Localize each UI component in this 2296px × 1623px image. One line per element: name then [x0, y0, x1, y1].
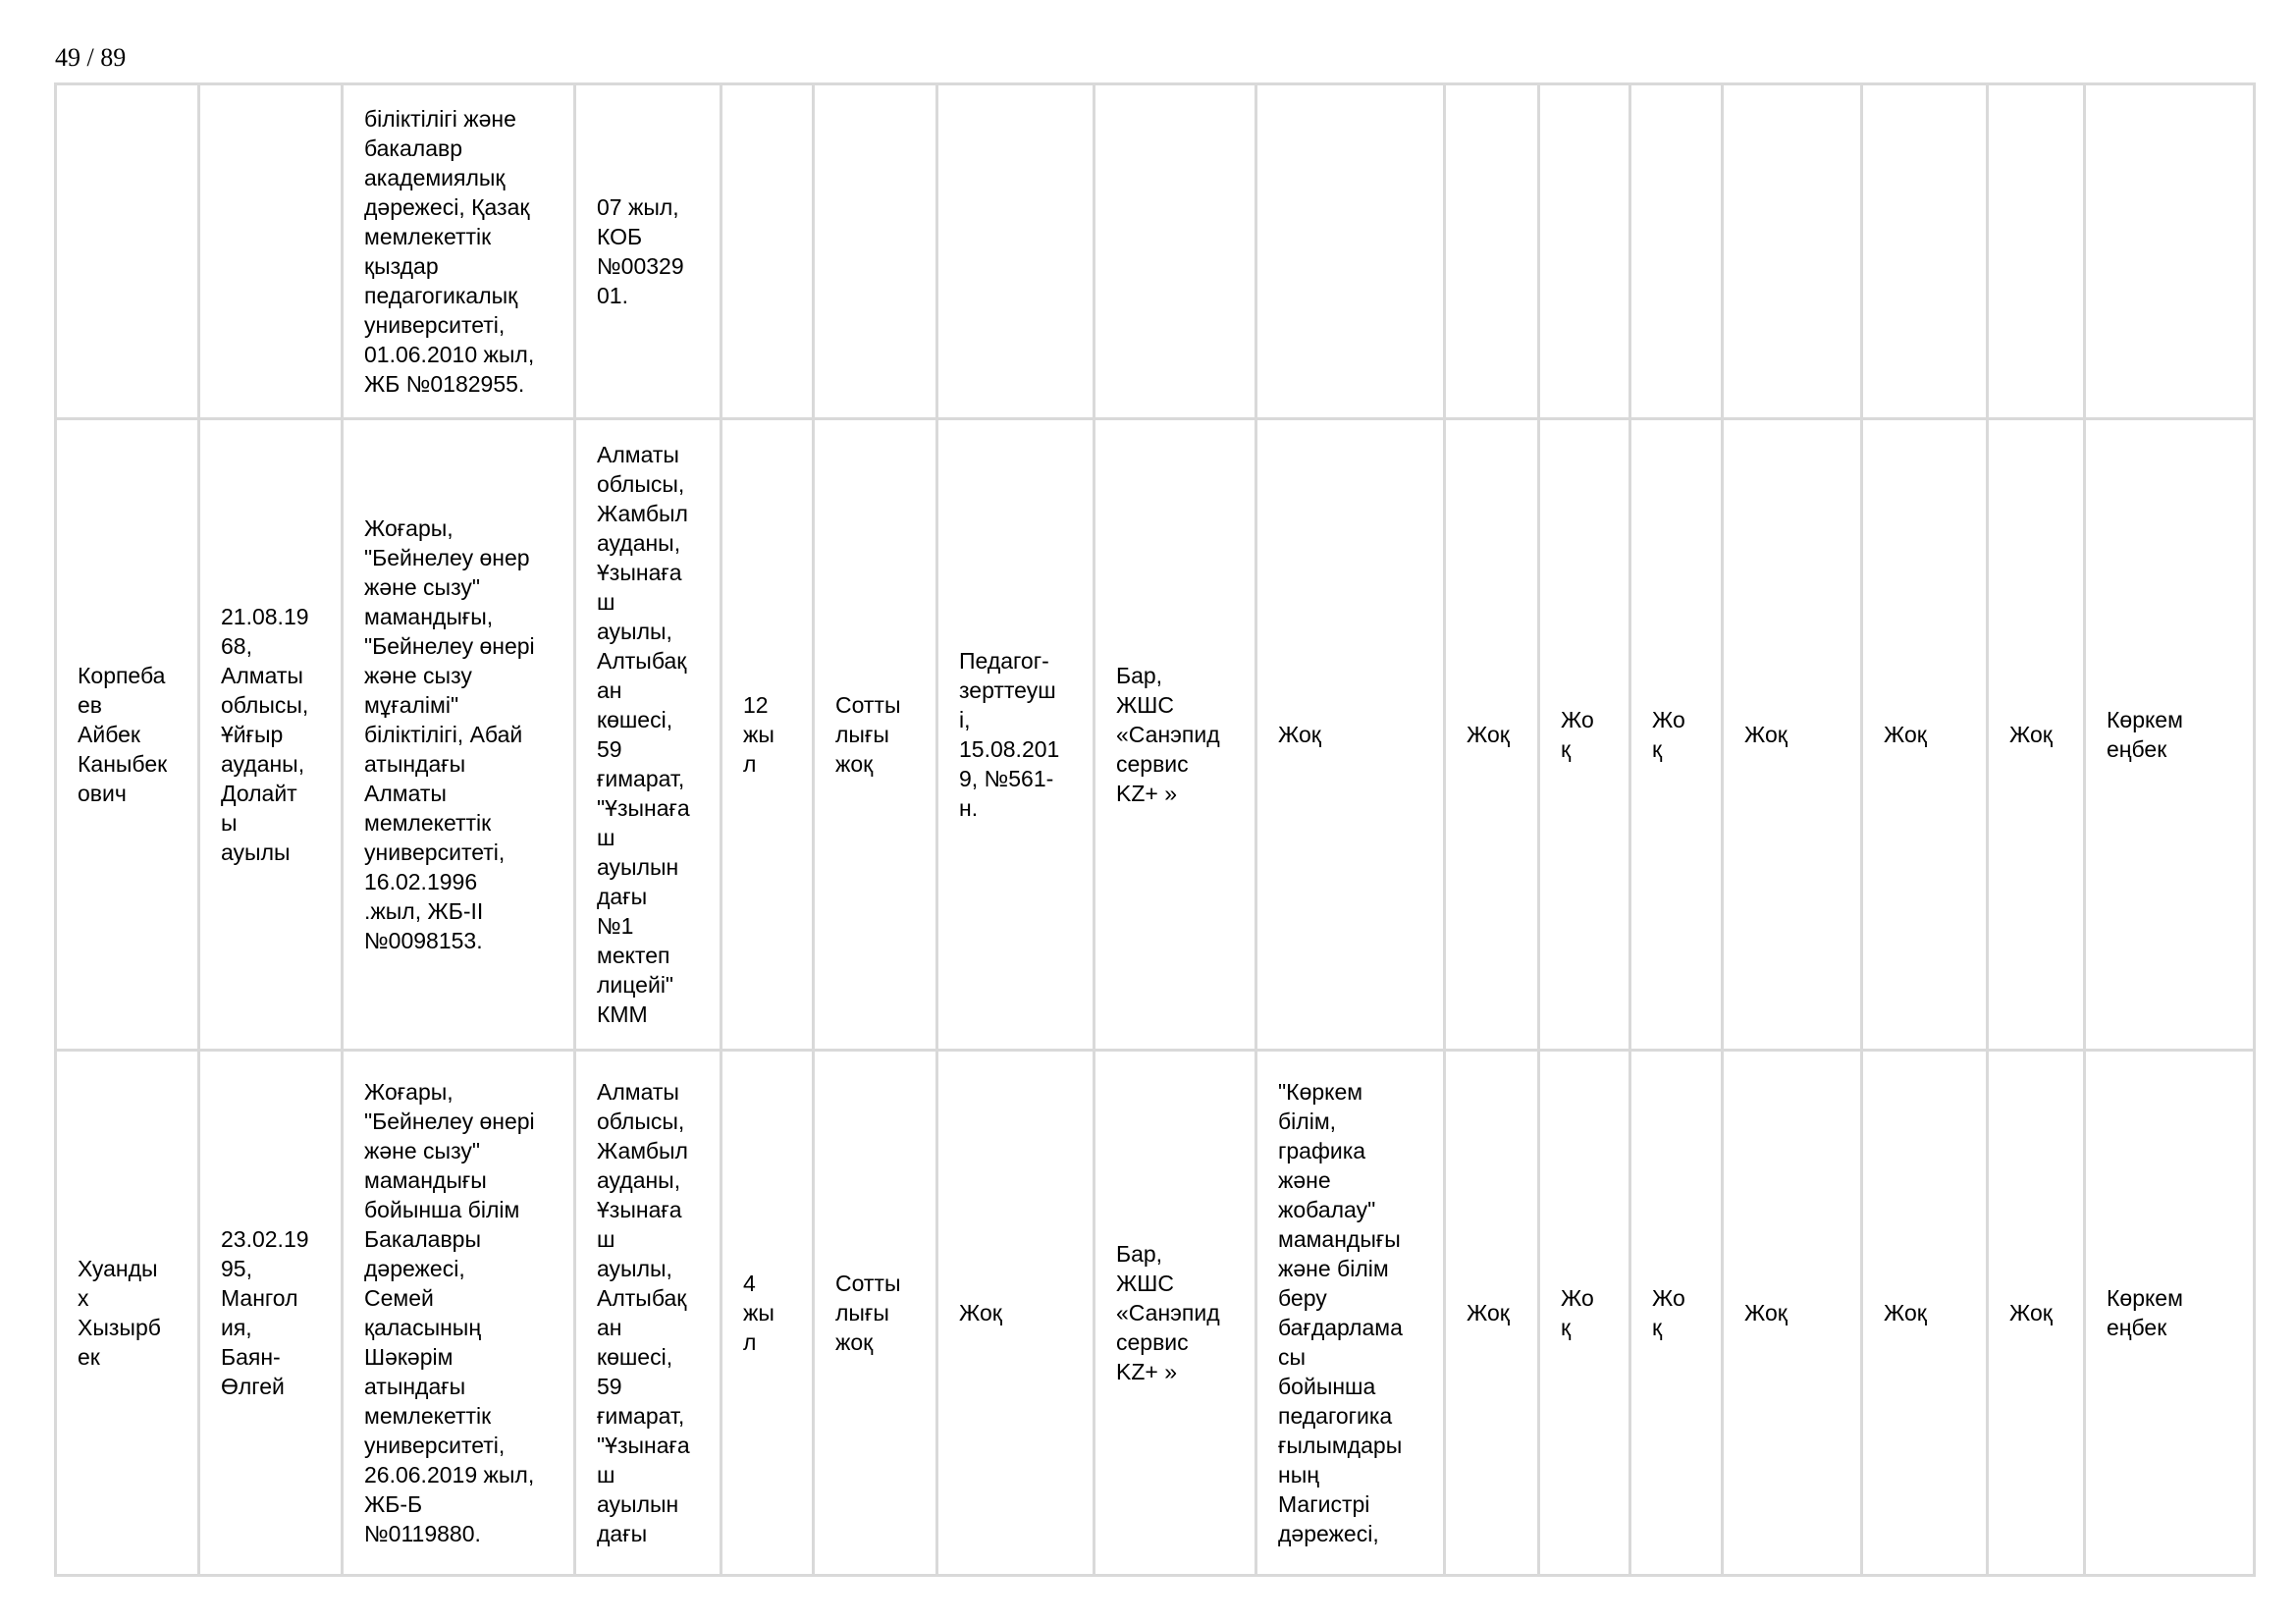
table-row — [57, 420, 2256, 1052]
cell-text: Жоқ — [1884, 722, 1927, 747]
table-cell — [1095, 420, 1257, 1052]
table-cell — [576, 420, 722, 1052]
table-cell — [1989, 1052, 2086, 1577]
table-row — [57, 1052, 2256, 1577]
table-cell — [1863, 85, 1989, 420]
table-cell — [938, 85, 1095, 420]
table-cell — [722, 420, 815, 1052]
table-cell — [344, 85, 576, 420]
table-row — [57, 85, 2256, 420]
table-cell — [1631, 420, 1724, 1052]
table-cell — [1989, 85, 2086, 420]
table-cell — [1257, 85, 1446, 420]
table-cell — [57, 1052, 200, 1577]
table-cell — [1446, 420, 1540, 1052]
cell-text: Хуанды х Хызырб ек — [78, 1256, 161, 1370]
table-cell — [1724, 420, 1863, 1052]
table-cell — [1540, 1052, 1631, 1577]
cell-text: Жоқ — [959, 1300, 1002, 1325]
table-cell — [815, 1052, 938, 1577]
cell-text: "Көркем білім, графика және жобалау" мамандығы және білім беру бағдарлама сы бойынша педагогика ғылымдары ның Магистрі дәрежесі, — [1278, 1079, 1403, 1546]
cell-text: біліктілігі және бакалавр академиялық дәрежесі, Қазақ мемлекеттік қыздар педагогикалық университеті, 01.06.2010 жыл, ЖБ №0182955. — [364, 106, 535, 397]
table-cell — [57, 85, 200, 420]
cell-text: Көркем еңбек — [2107, 1285, 2183, 1340]
cell-text: 07 жыл, КОБ №00329 01. — [597, 194, 684, 308]
table-body — [57, 85, 2256, 1577]
table-cell — [938, 1052, 1095, 1577]
cell-text: Жоқ — [1744, 722, 1788, 747]
table-cell — [938, 420, 1095, 1052]
table-cell — [1095, 1052, 1257, 1577]
table-cell — [1631, 1052, 1724, 1577]
table-cell — [1724, 1052, 1863, 1577]
cell-text: Жо қ — [1652, 707, 1685, 762]
cell-text: Жоғары, "Бейнелеу өнер және сызу" мамандығы, "Бейнелеу өнері және сызу мұғалімі" біліктілігі, Абай атындағы Алматы мемлекеттік университеті, 16.02.1996 .жыл, ЖБ-ІІ №0098153. — [364, 515, 535, 953]
cell-text: Көркем еңбек — [2107, 707, 2183, 762]
staff-table — [54, 82, 2256, 1577]
table-cell — [2086, 420, 2256, 1052]
cell-text: Жоқ — [1467, 1300, 1510, 1325]
cell-text: Жо қ — [1652, 1285, 1685, 1340]
cell-text: Жо қ — [1561, 707, 1594, 762]
table-cell — [815, 420, 938, 1052]
cell-text: Жоқ — [1467, 722, 1510, 747]
table-cell — [722, 1052, 815, 1577]
table-cell — [1863, 420, 1989, 1052]
cell-text: Алматы облысы, Жамбыл ауданы, Ұзынаға ш ауылы, Алтыбақ ан көшесі, 59 ғимарат, "Ұзынаға ш ауылын дағы — [597, 1079, 690, 1546]
cell-text: Жоқ — [2009, 1300, 2053, 1325]
table-cell — [200, 1052, 344, 1577]
table-cell — [815, 85, 938, 420]
table-cell — [1257, 1052, 1446, 1577]
table-cell — [576, 1052, 722, 1577]
table-cell — [344, 420, 576, 1052]
table-cell — [1989, 420, 2086, 1052]
page-number: 49 / 89 — [55, 43, 127, 72]
cell-text: Жоқ — [1278, 722, 1321, 747]
cell-text: 23.02.19 95, Мангол ия, Баян- Өлгей — [221, 1226, 309, 1399]
table-cell — [1095, 85, 1257, 420]
cell-text: Жо қ — [1561, 1285, 1594, 1340]
table-cell — [2086, 85, 2256, 420]
cell-text: 4 жы л — [743, 1271, 774, 1355]
table-cell — [1631, 85, 1724, 420]
table-cell — [1724, 85, 1863, 420]
cell-text: Жоғары, "Бейнелеу өнері және сызу" мамандығы бойынша білім Бакалавры дәрежесі, Семей қаласының Шәкәрім атындағы мемлекеттік университеті, 26.06.2019 жыл, ЖБ-Б №0119880. — [364, 1079, 535, 1546]
cell-text: Сотты лығы жоқ — [835, 692, 901, 777]
table-cell — [1446, 1052, 1540, 1577]
cell-text: Алматы облысы, Жамбыл ауданы, Ұзынаға ш ауылы, Алтыбақ ан көшесі, 59 ғимарат, "Ұзынаға ш ауылын дағы №1 мектеп лицейі" КММ — [597, 442, 690, 1027]
cell-text: Жоқ — [2009, 722, 2053, 747]
cell-text: 12 жы л — [743, 692, 774, 777]
table-cell — [200, 85, 344, 420]
table-cell — [576, 85, 722, 420]
table-cell — [1446, 85, 1540, 420]
table-cell — [1257, 420, 1446, 1052]
table-cell — [344, 1052, 576, 1577]
table-cell — [722, 85, 815, 420]
table-cell — [1863, 1052, 1989, 1577]
cell-text: Сотты лығы жоқ — [835, 1271, 901, 1355]
table-cell — [200, 420, 344, 1052]
table-cell — [1540, 85, 1631, 420]
cell-text: Жоқ — [1744, 1300, 1788, 1325]
cell-text: Педагог- зерттеуш і, 15.08.201 9, №561- н. — [959, 648, 1060, 821]
table-cell — [1540, 420, 1631, 1052]
table-cell — [2086, 1052, 2256, 1577]
cell-text: Жоқ — [1884, 1300, 1927, 1325]
cell-text: Бар, ЖШС «Санэпид сервис KZ+ » — [1116, 663, 1220, 806]
cell-text: Корпеба ев Айбек Каныбек ович — [78, 663, 168, 806]
table-cell — [57, 420, 200, 1052]
cell-text: 21.08.19 68, Алматы облысы, Ұйғыр ауданы, Долайт ы ауылы — [221, 604, 309, 865]
cell-text: Бар, ЖШС «Санэпид сервис KZ+ » — [1116, 1241, 1220, 1384]
